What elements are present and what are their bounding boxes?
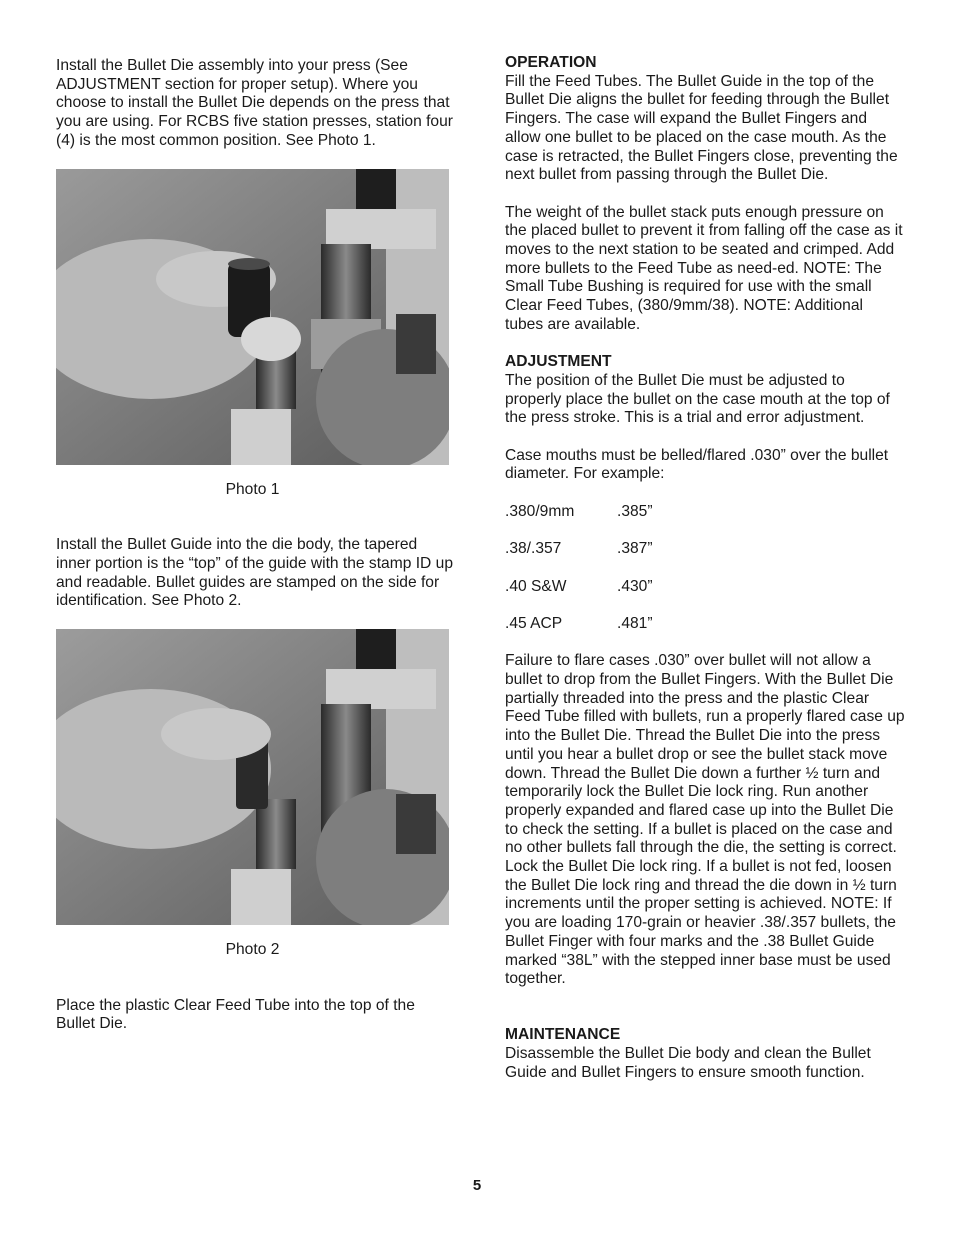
flare-diameter: .430” — [617, 577, 653, 595]
caliber: .45 ACP — [505, 614, 563, 632]
right-column — [505, 54, 905, 1082]
flare-diameter: .481” — [617, 614, 653, 632]
guide-paragraph: Install the Bullet Guide into the die body, the tapered inner portion is the “top” of the guide with the stamp ID up and readable. Bullet guides are stamped on the side for identification. See Photo 2. — [56, 536, 453, 610]
adjustment-paragraph-1: The position of the Bullet Die must be adjusted to properly place the bullet on the case mouth at the top of the press stroke. This is a trial and error adjustment. — [505, 371, 890, 427]
operation-paragraph-1: Fill the Feed Tubes. The Bullet Guide in the top of the Bullet Die aligns the bullet for feeding through the Bullet Fingers. The case will expand the Bullet Fingers and allow one bullet to be placed on the case mouth. As the case is retracted, the Bullet Fingers close, preventing the next bullet from passing through the Bullet Die. — [505, 72, 898, 184]
size-row — [505, 615, 905, 634]
photo-2-caption: Photo 2 — [225, 941, 280, 959]
maintenance-paragraph: Disassemble the Bullet Die body and clean the Bullet Guide and Bullet Fingers to ensure smooth function. — [505, 1045, 871, 1081]
caliber: .40 S&W — [505, 577, 567, 595]
size-row — [505, 503, 905, 522]
operation-paragraph-2: The weight of the bullet stack puts enough pressure on the placed bullet to prevent it from falling off the case as it moves to the next station to be seated and crimped. Add more bullets to the Feed Tube as need-ed. NOTE: The Small Tube Bushing is required for use with the small Clear Feed Tubes, (380/9mm/38). NOTE: Additional tubes are available. — [505, 203, 903, 333]
maintenance-heading: MAINTENANCE — [505, 1026, 621, 1044]
page-number: 5 — [472, 1177, 482, 1194]
operation-heading: OPERATION — [505, 54, 597, 71]
left-column — [56, 57, 456, 1034]
photo-2-image — [56, 629, 449, 925]
photo-1 — [56, 169, 449, 465]
adjustment-heading: ADJUSTMENT — [505, 353, 612, 371]
flare-diameter: .387” — [617, 540, 653, 558]
caliber: .38/.357 — [505, 540, 562, 558]
flare-size-table — [505, 503, 905, 634]
feed-tube-paragraph: Place the plastic Clear Feed Tube into the top of the Bullet Die. — [56, 996, 415, 1033]
adjustment-paragraph-2: Case mouths must be belled/flared .030” over the bullet diameter. For example: — [505, 446, 889, 483]
size-row — [505, 540, 905, 559]
photo-1-caption: Photo 1 — [225, 480, 280, 498]
caliber: .380/9mm — [505, 502, 575, 520]
adjustment-paragraph-3: Failure to flare cases .030” over bullet will not allow a bullet to drop from the Bullet Fingers. With the Bullet Die partially threaded into the press and the plastic Clear Feed Tube filled with bullets, run a properly flared case up into the Bullet Die. Thread the Bullet Die into the press until you hear a bullet drop or see the bullet stack move down. Thread the Bullet Die down a further ½ turn and temporarily lock the Bullet Die lock ring. Run another properly expanded and flared case up into the Bullet Die to check the setting. If a bullet is placed on the case and no other bullets fall through the die, the setting is correct. Lock the Bullet Die lock ring. If a bullet is not fed, loosen the Bullet Die lock ring and thread the die down in ½ turn increments until the proper setting is achieved. NOTE: If you are loading 170-grain or heavier .38/.357 bullets, the Bullet Finger with four marks and the .38 Bullet Guide marked “38L” with the stepped inner base must be used together. — [505, 652, 905, 988]
flare-diameter: .385” — [617, 502, 653, 520]
photo-2 — [56, 629, 449, 925]
intro-paragraph: Install the Bullet Die assembly into your press (See ADJUSTMENT section for proper setup). Where you choose to install the Bullet Die depends on the press that you are using. For RCBS five station presses, station four (4) is the most common position. See Photo 1. — [56, 57, 453, 149]
photo-1-image — [56, 169, 449, 465]
size-row — [505, 578, 905, 597]
